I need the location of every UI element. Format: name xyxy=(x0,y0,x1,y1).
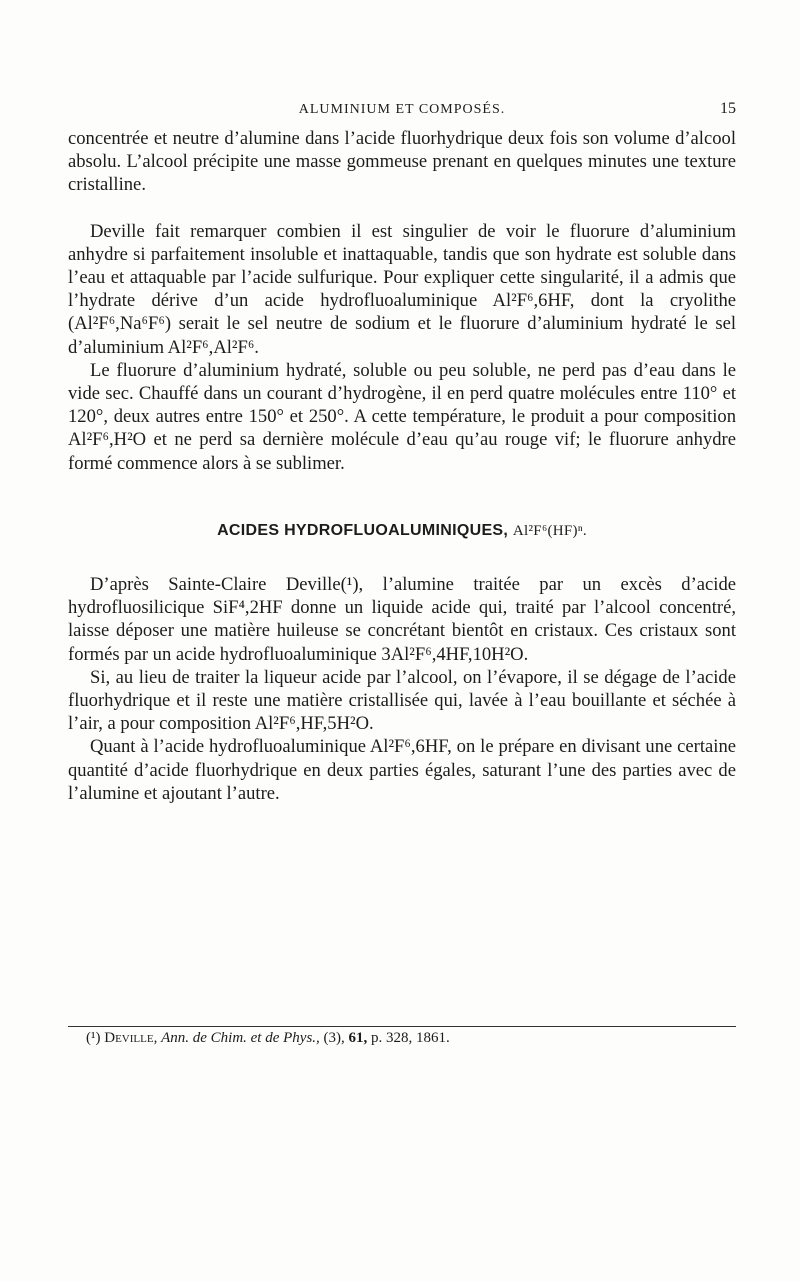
page-number: 15 xyxy=(720,100,736,117)
page-header xyxy=(68,100,736,122)
footnote-rule xyxy=(68,1026,736,1027)
paragraph-continuation: concentrée et neutre d’alumine dans l’acide fluorhydrique deux fois son volume d’alcool absolu. L’alcool précipite une masse gommeuse prenant en quelques minutes une texture cristalline. xyxy=(68,128,736,196)
section-heading-title: ACIDES HYDROFLUOALUMINIQUES, xyxy=(217,521,509,539)
footnote-marker: (¹) xyxy=(86,1030,101,1046)
footnote-series: (3), xyxy=(323,1030,345,1046)
footnote-author: Deville, xyxy=(104,1030,158,1046)
footnote-journal: Ann. de Chim. et de Phys., xyxy=(161,1030,320,1046)
paragraph-evaporation: Si, au lieu de traiter la liqueur acide par l’alcool, on l’évapore, il se dégage de l’acide fluorhydrique et il reste une matière cristallisée qui, lavée à l’eau bouillante et séchée à l’air, a pour composition Al²F⁶,HF,5H²O. xyxy=(68,666,736,735)
paragraph-hydrated-fluoride: Le fluorure d’aluminium hydraté, soluble ou peu soluble, ne perd pas d’eau dans le vide sec. Chauffé dans un courant d’hydrogène, il en perd quatre molécules entre 110° et 120°, deux autres entre 150° et 250°. A cette température, le produit a pour composition Al²F⁶,H²O et ne perd sa dernière molécule d’eau qu’au rouge vif; le fluorure anhydre formé commence alors à se sublimer. xyxy=(68,359,736,474)
section-heading xyxy=(68,519,736,543)
footnote-volume: 61, xyxy=(348,1030,368,1046)
section-heading-formula: Al²F⁶(HF)ⁿ. xyxy=(512,522,587,539)
paragraph-deville-remark: Deville fait remarquer combien il est singulier de voir le fluorure d’aluminium anhydre si parfaitement insoluble et inattaquable, tandis que son hydrate est soluble dans l’eau et attaquable par l’acide sulfurique. Pour expliquer cette singularité, il a admis que l’hydrate dérive d’un acide hydrofluoaluminique Al²F⁶,6HF, dont la cryolithe (Al²F⁶,Na⁶F⁶) serait le sel neutre de sodium et le fluorure d’aluminium hydraté le sel d’aluminium Al²F⁶,Al²F⁶. xyxy=(68,220,736,358)
paragraph-sainte-claire-deville: D’après Sainte-Claire Deville(¹), l’alumine traitée par un excès d’acide hydrofluosilicique SiF⁴,2HF donne un liquide acide qui, traité par l’alcool concentré, laisse déposer une matière huileuse se concrétant bientôt en cristaux. Ces cristaux sont formés par un acide hydrofluoaluminique 3Al²F⁶,4HF,10H²O. xyxy=(68,574,736,665)
footnote xyxy=(86,1028,736,1048)
paragraph-preparation: Quant à l’acide hydrofluoaluminique Al²F⁶,6HF, on le prépare en divisant une certaine quantité d’acide fluorhydrique en deux parties égales, saturant l’une des parties avec de l’alumine et ajoutant l’autre. xyxy=(68,736,736,804)
body-text xyxy=(68,127,736,805)
footnote-pages: p. 328, 1861. xyxy=(371,1030,450,1046)
running-title: ALUMINIUM ET COMPOSÉS. xyxy=(298,102,506,117)
